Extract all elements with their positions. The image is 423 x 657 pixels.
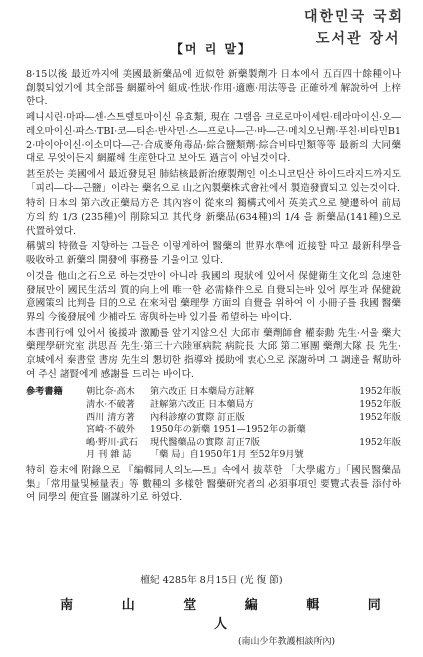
- date-line: 檀紀 4285年 8月15日 (光 復 節): [140, 575, 283, 586]
- reference-row: 參考書籍 朝比奈·高木 第六改正 日本藥局方註解 1952年版: [26, 386, 401, 398]
- reference-row: 嶋·野川·武石 現代醫藥品の實際 訂正7版 1952年版: [86, 436, 401, 448]
- reference-row: 宮崎·不破外 1950年の新藥 1951—1952年の新藥: [86, 424, 306, 436]
- references-list: [26, 386, 401, 462]
- closing-paragraph: 特히 卷末에 附錄으로 『編輯同人의노―트』속에서 拔萃한 「大學處方」「國民醫藥品集」「常用量및極量表」等 數種의 多樣한 醫藥研究者의 必須事項인 要覽式表를 添付하여 同學의 便宜를 圖謀하기로 하였다.: [26, 465, 401, 504]
- publisher-name: 南 山 堂 編 輯 同 人: [60, 598, 403, 632]
- reference-row: 月 刊 雜 誌 「藥 局」自1950年1月 至52年9月號: [86, 449, 304, 461]
- paragraph-2: 페니시린·마파―센·스트렢토마이신 유효類, 現在 그램음 크로로마이세틴·테라마이신·오―레오마이신·파스·TBI·코―티손·반사민·스―프로나―근·바―근·메치오닌劑·푸친·비타민B12·마이아이신·이소미다―근·合成麥角毒品·綜合鹽類劑·綜合비타민類等等 最新의 大同藥대로 무엇이든지 網羅해 生産한다고 보아도 過言이 아닐것이다.: [26, 112, 401, 165]
- stamp-line-2: 도서관 장서: [316, 31, 401, 47]
- references-label: 參考書籍: [26, 386, 63, 398]
- publisher-dept: (南山少年教護相談所內): [237, 637, 336, 647]
- reference-row: 西川 清方著 內科診療の實際 訂正版 1952年版: [86, 411, 401, 423]
- paragraph-3: 甚至於는 美國에서 最近發見된 肺結核最新治療製劑인 이소니코틴산 하이드라지드까지도 「피리―다―근鹽」이라는 藥名으로 山之內製藥株式會社에서 製造發賣되고 있는것이다.: [26, 168, 401, 194]
- reference-row: 淸水·不破著 註解第六改正 日本藥局方 1952年版: [86, 399, 401, 411]
- stamp-line-1: 대한민국 국회: [304, 9, 405, 25]
- paragraph-7: 本書刊行에 있어서 後援과 激勵를 앞기지않으신 大邱市 藥劑師會 權泰勳 先生·서울 藥大藥理學研究室 洪思吾 先生·第三十六陸軍病院 病院長 大邱 第二軍團 藥劑大隊 長 先生·京城에서 秦書堂 書房 先生의 懇切한 指導와 援助에 衷心으로 深謝하며 그 調達을 幫助하여 주신 諸賢에게 感謝를 드리는 바이다.: [26, 327, 401, 380]
- paragraph-4: 特히 日本의 第六改正藥局方은 其內容이 從來의 獨構式에서 英美式으로 變遷하여 前局方의 約 1/3 (235種)이 削除되고 其代身 新藥品(634種)의 1/4 을 新藥品(141種)으로 代置하였다.: [26, 198, 401, 237]
- signoff: [0, 572, 423, 647]
- preface-body: [26, 68, 401, 505]
- paragraph-6: 이것을 他山之石으로 하는것만이 아니라 我國의 現狀에 있어서 保健衛生文化의 急速한 發展만이 國民生活의 質的向上에 唯一한 必需條件으로 自覺되는바 있어 厚生과 保健銳意國策의 比判을 目的으로 在來처럼 藥理學 方面의 自覺을 위하여 이 小冊子를 我國 醫藥界의 今後發展에 少補라도 寄與하는바 있기를 希望하는 바이다.: [26, 270, 401, 323]
- paragraph-5: 稱號의 特徵을 지향하는 그들은 이렇게하여 醫藥의 世界水準에 近接할 따고 最新科學을 吸收하고 新藥의 開發에 事務를 기울이고 있다.: [26, 241, 401, 267]
- page-title: 【머 리 말】: [170, 42, 253, 56]
- paragraph-1: 8·15以後 最近까지에 美國最新藥品에 近似한 新藥製劑가 日本에서 五百四十餘種이나 創製되었기에 其全部를 網羅하여 組成·性狀·作用·適應·用法等을 正確하게 解說하여 上梓한다.: [26, 69, 401, 108]
